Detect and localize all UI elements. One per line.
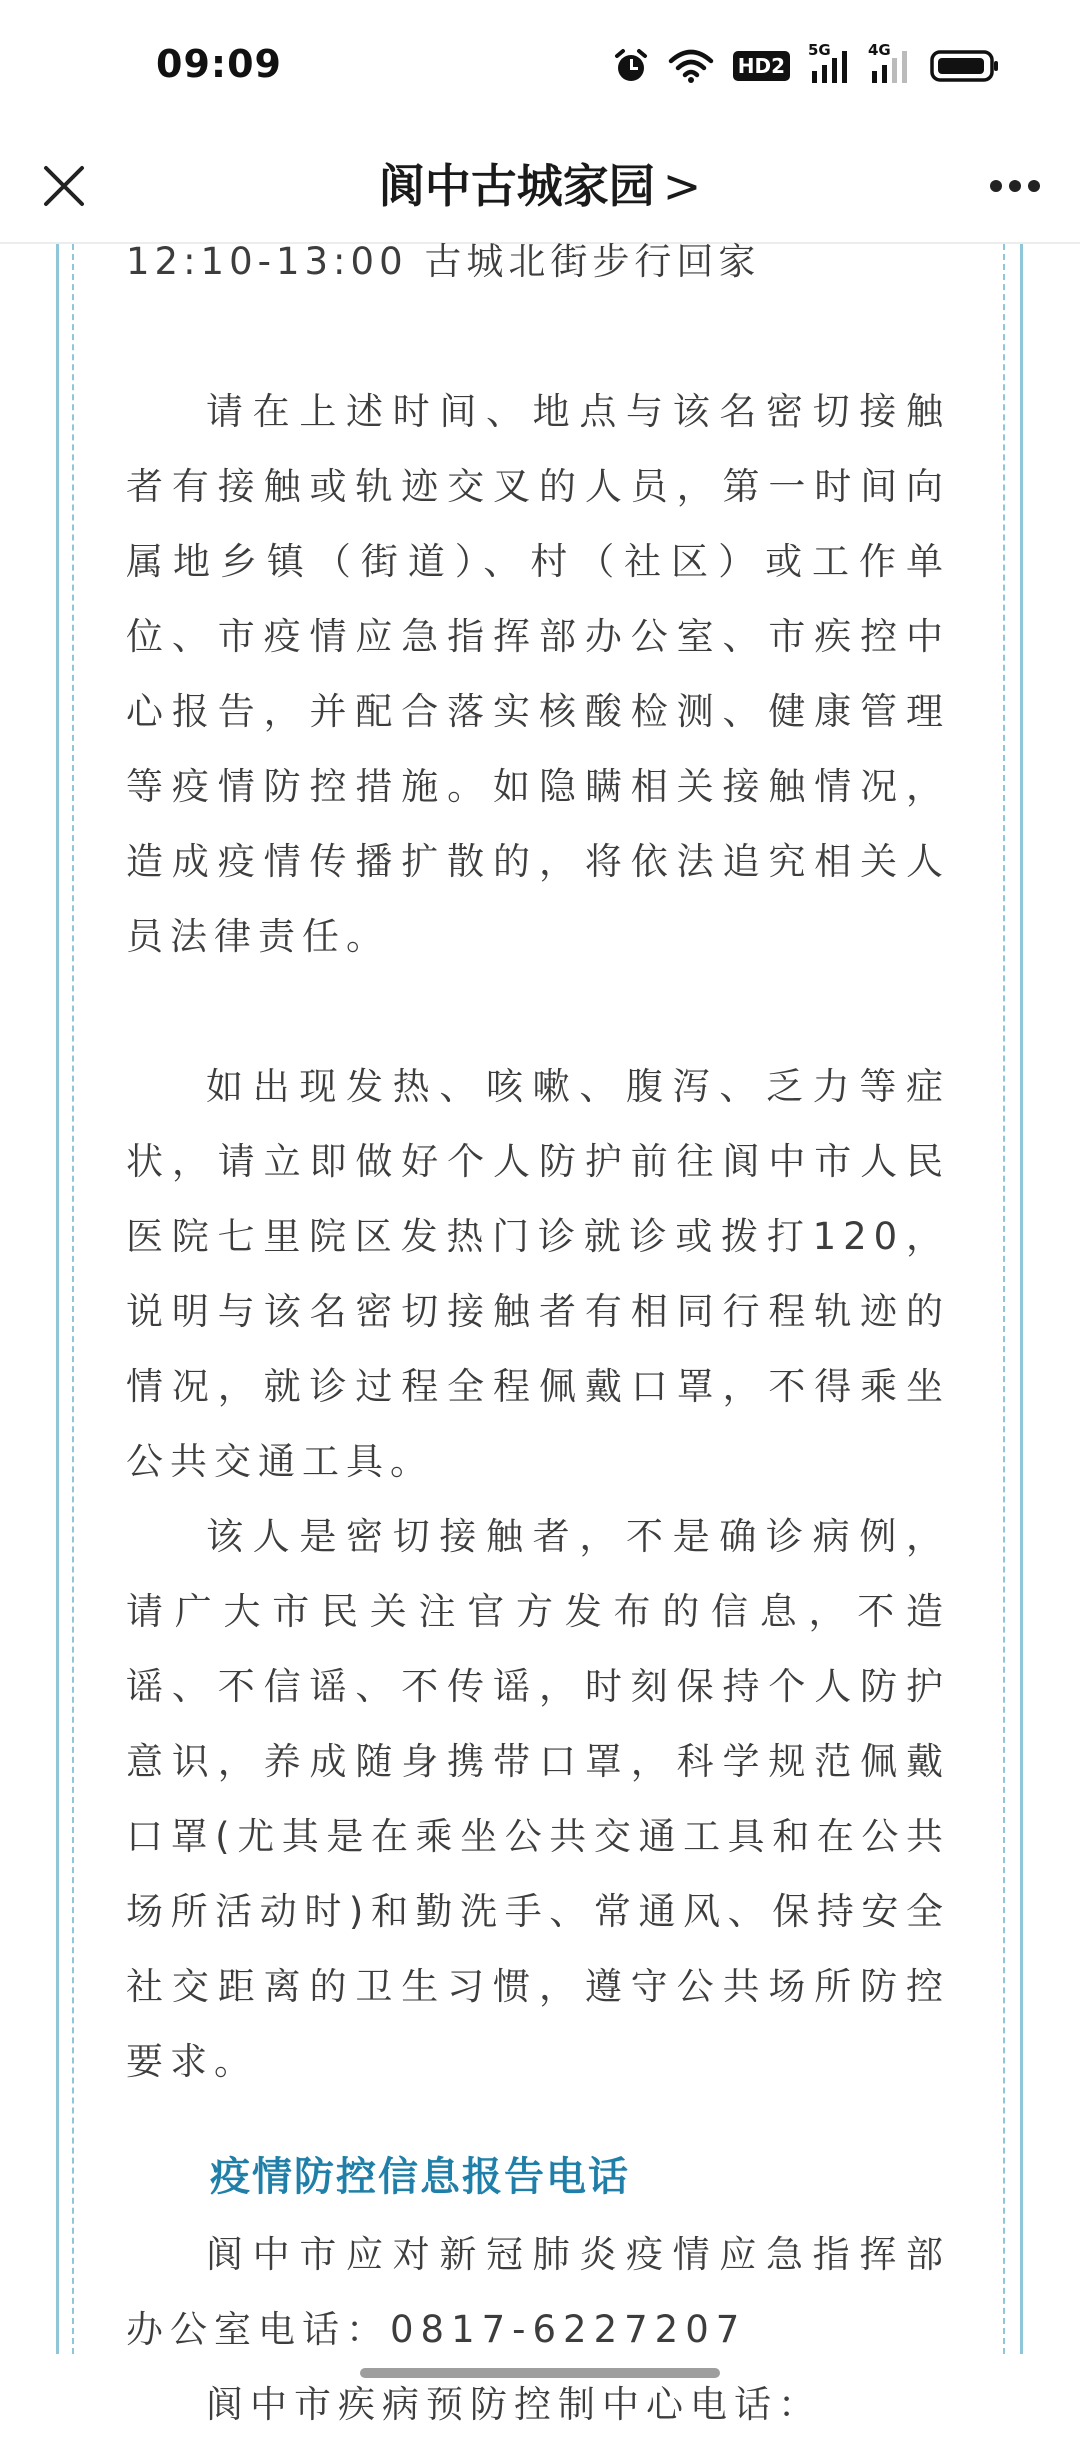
itinerary-line: 12:10-13:00 古城北街步行回家 (126, 240, 761, 283)
paragraph-report: 请在上述时间、地点与该名密切接触者有接触或轨迹交叉的人员，第一时间向属地乡镇（街道）、村（社区）或工作单位、市疫情应急指挥部办公室、市疾控中心报告，并配合落实核酸检测、健康管理等疫情防控措施。如隐瞒相关接触情况，造成疫情传播扩散的，将依法追究相关人员法律责任。 (126, 390, 950, 958)
alarm-icon (613, 48, 649, 84)
wifi-icon (669, 49, 713, 83)
spacer (126, 974, 950, 1049)
signal-4g-label: 4G (868, 41, 891, 59)
phone-cdc: 阆中市疾病预防控制中心电话： (206, 2383, 822, 2426)
more-button[interactable] (978, 152, 1052, 220)
status-icons (613, 41, 1000, 84)
signal-5g-icon (808, 41, 850, 83)
frame-border-left (56, 244, 59, 2354)
article-body (126, 240, 950, 2442)
frame-dashed-right (1003, 244, 1005, 2354)
status-bar (0, 0, 1080, 130)
frame-border-right (1020, 244, 1023, 2354)
battery-icon (930, 49, 1000, 83)
home-indicator[interactable] (360, 2368, 720, 2378)
paragraph-notice: 该人是密切接触者，不是确诊病例，请广大市民关注官方发布的信息，不造谣、不信谣、不传谣，时刻保持个人防护意识，养成随身携带口罩，科学规范佩戴口罩(尤其是在乘坐公共交通工具和在公共场所活动时)和勤洗手、常通风、保持安全社交距离的卫生习惯，遵守公共场所防控要求。 (126, 1515, 950, 2083)
article-content[interactable] (0, 240, 1080, 2426)
hd-icon: HD2 (733, 51, 790, 81)
phone-command-office: 阆中市应对新冠肺炎疫情应急指挥部办公室电话：0817-6227207 (126, 2233, 950, 2351)
paragraph-symptoms: 如出现发热、咳嗽、腹泻、乏力等症状，请立即做好个人防护前往阆中市人民医院七里院区发热门诊就诊或拨打120，说明与该名密切接触者有相同行程轨迹的情况，就诊过程全程佩戴口罩，不得乘坐公共交通工具。 (126, 1065, 950, 1483)
signal-4g-icon (868, 41, 910, 83)
signal-5g-label: 5G (808, 41, 831, 59)
more-icon (989, 179, 1041, 193)
spacer (126, 299, 950, 374)
frame-dashed-left (72, 244, 74, 2354)
chevron-right-icon: > (662, 159, 702, 213)
page-title[interactable] (0, 146, 1080, 226)
status-time: 09:09 (156, 42, 282, 86)
section-title: 疫情防控信息报告电话 (210, 2154, 630, 2200)
page-title-text: 阆中古城家园 (378, 159, 655, 213)
